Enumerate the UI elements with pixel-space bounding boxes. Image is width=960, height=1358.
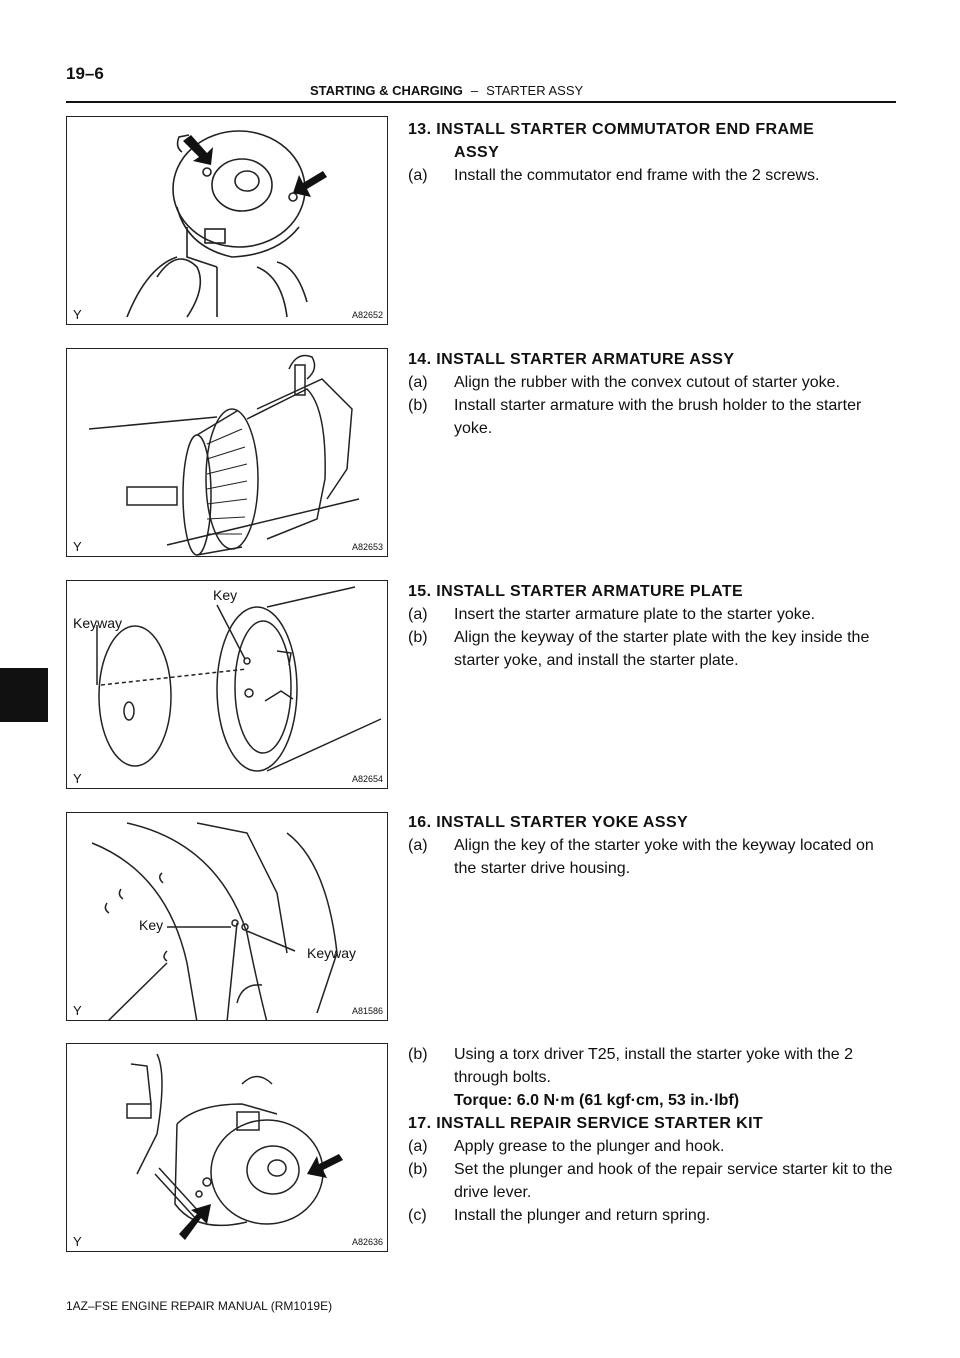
subsection-name: STARTER ASSY — [486, 83, 584, 98]
page-number: 19–6 — [66, 64, 104, 83]
figure-code: A82636 — [351, 1237, 383, 1247]
figure-armature-plate — [66, 580, 388, 789]
through-bolts-illustration — [67, 1044, 388, 1252]
figure-through-bolts — [66, 1043, 388, 1252]
figure-label-keyway: Keyway — [73, 615, 123, 631]
figure-code: A82654 — [351, 774, 383, 784]
step-15-item-a: (a) Insert the starter armature plate to the starter yoke. — [408, 606, 816, 623]
step-16-item-b: (b) Using a torx driver T25, install the starter yoke with the 2 through bolts. — [408, 1046, 853, 1086]
step-16-torque: Torque: 6.0 N·m (61 kgf·cm, 53 in.·lbf) — [454, 1092, 740, 1109]
step-16 — [408, 811, 896, 880]
step-13 — [408, 118, 896, 187]
section-side-tab — [0, 668, 48, 722]
step-17-item-b: (b) Set the plunger and hook of the repair service starter kit to the drive lever. — [408, 1161, 893, 1201]
step-14 — [408, 348, 896, 440]
section-name: STARTING & CHARGING — [310, 83, 463, 98]
figure-corner-mark: Y — [73, 1003, 82, 1018]
header-rule — [66, 101, 896, 103]
step-16b-and-17 — [408, 1043, 896, 1227]
step-14-item-a: (a) Align the rubber with the convex cutout of starter yoke. — [408, 374, 840, 391]
step-14-title: 14. INSTALL STARTER ARMATURE ASSY — [408, 351, 735, 368]
figure-code: A81586 — [351, 1006, 383, 1016]
yoke-assy-illustration — [67, 813, 388, 1021]
figure-commutator-end-frame — [66, 116, 388, 325]
figure-armature-assy — [66, 348, 388, 557]
arrow-icon — [179, 1154, 343, 1240]
figure-label-key: Key — [139, 917, 164, 933]
figure-code: A82653 — [351, 542, 383, 552]
figure-yoke-assy — [66, 812, 388, 1021]
step-13-title-cont: ASSY — [454, 144, 500, 161]
figure-corner-mark: Y — [73, 1234, 82, 1249]
step-14-item-b: (b) Install starter armature with the brush holder to the starter yoke. — [408, 397, 862, 437]
step-13-item-a: (a) Install the commutator end frame with the 2 screws. — [408, 167, 820, 184]
header-separator: – — [470, 83, 479, 98]
step-15-item-b: (b) Align the keyway of the starter plate with the key inside the starter yoke, and install the starter plate. — [408, 629, 870, 669]
step-15 — [408, 580, 896, 672]
step-16-title: 16. INSTALL STARTER YOKE ASSY — [408, 814, 689, 831]
figure-label-keyway: Keyway — [307, 945, 357, 961]
step-16-item-a: (a) Align the key of the starter yoke with the keyway located on the starter drive housing. — [408, 837, 874, 877]
footer-manual-id: 1AZ–FSE ENGINE REPAIR MANUAL (RM1019E) — [66, 1299, 333, 1313]
step-13-title: 13. INSTALL STARTER COMMUTATOR END FRAME — [408, 121, 815, 138]
step-17-item-a: (a) Apply grease to the plunger and hook. — [408, 1138, 725, 1155]
armature-plate-illustration — [67, 581, 388, 789]
step-17-title: 17. INSTALL REPAIR SERVICE STARTER KIT — [408, 1115, 764, 1132]
figure-corner-mark: Y — [73, 307, 82, 322]
figure-corner-mark: Y — [73, 771, 82, 786]
figure-label-key: Key — [213, 587, 238, 603]
figure-corner-mark: Y — [73, 539, 82, 554]
step-17-item-c: (c) Install the plunger and return spring. — [408, 1207, 711, 1224]
figure-code: A82652 — [351, 310, 383, 320]
armature-assy-illustration — [67, 349, 388, 557]
step-15-title: 15. INSTALL STARTER ARMATURE PLATE — [408, 583, 744, 600]
header-title — [310, 83, 583, 98]
commutator-end-frame-illustration — [67, 117, 388, 325]
